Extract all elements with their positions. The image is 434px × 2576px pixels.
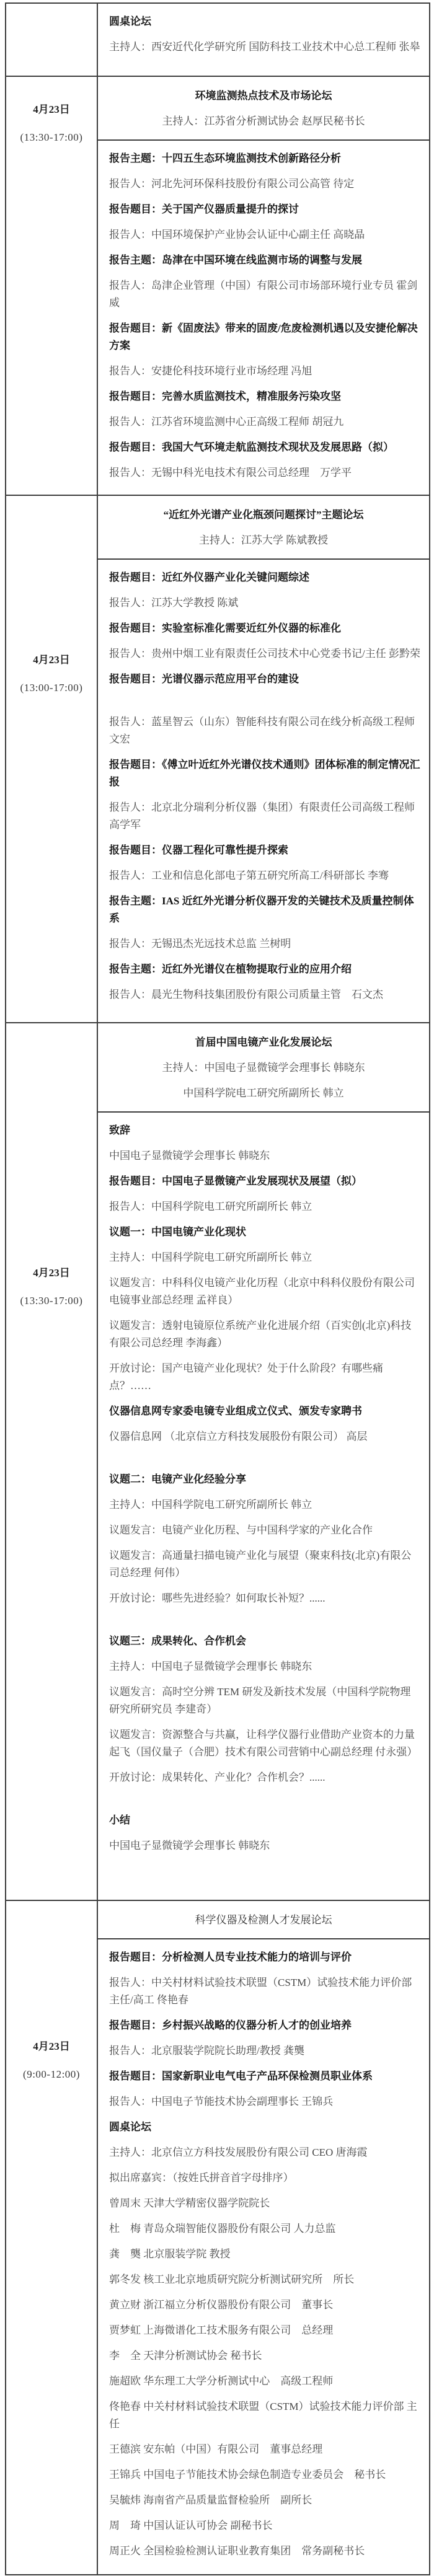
row-body — [98, 4, 429, 69]
text-line: 议题发言：资源整合与共赢，让科学仪器行业借助产业资本的力量起飞（国仪量子（合肥）技术有限公司营销中心副总经理 付永强） — [109, 1729, 418, 1758]
text-line: 议题发言：高时空分辨 TEM 研发及新技术发展（中国科学院物理研究所研究员 李建奇） — [109, 1686, 411, 1715]
topic-line: 议题二：电镜产业化经验分享 — [109, 1473, 246, 1485]
row-body — [98, 141, 429, 495]
text-line: 报告人：中关村材料试验技术联盟（CSTM）试验技术能力评价部主任/高工 佟艳春 — [109, 1977, 412, 2006]
forum-title: 环境监测热点技术及市场论坛 — [195, 90, 332, 102]
text-line: 吴毓炜 海南省产品质量监督检验所 副所长 — [109, 2494, 312, 2506]
text-line: 拟出席嘉宾：（按姓氏拼音首字母排序） — [109, 2172, 294, 2184]
row-body — [98, 1939, 429, 2573]
text-line: 报告人：河北先河环保科技股份有限公司公高管 待定 — [109, 178, 355, 190]
topic-line: 致辞 — [109, 1124, 130, 1136]
date-inner — [6, 2039, 97, 2083]
topic-line: 报告题目：分析检测人员专业技术能力的培训与评价 — [109, 1951, 352, 1963]
text-line: 报告人：北京服装学院院长助理/教授 龚龑 — [109, 2045, 304, 2057]
topic-line: 小结 — [109, 1814, 130, 1826]
forum-title: “近红外光谱产业化瓶颈问题探讨”主题论坛 — [163, 509, 364, 521]
text-line: 报告人：无锡中科光电技术有限公司总经理 万学平 — [109, 467, 352, 479]
session-date: 4月23日 — [33, 1267, 70, 1279]
text-line: 中国电子显微镜学会理事长 韩晓东 — [109, 1150, 270, 1162]
topic-line: 报告主题：近红外光谱仪在植物提取行业的应用介绍 — [109, 963, 352, 975]
session-time: (13:30-17:00) — [20, 1295, 83, 1307]
text-line: 报告人：无锡迅杰光远技术总监 兰树明 — [109, 938, 291, 950]
text-line: 王锦兵 中国电子节能技术协会绿色制造专业委员会 秘书长 — [109, 2469, 386, 2481]
date-cell — [6, 77, 98, 495]
text-line: 报告人：北京北分瑞利分析仪器（集团）有限责任公司高级工程师 高学军 — [109, 801, 415, 831]
topic-line: 报告题目：近红外仪器产业化关键问题综述 — [109, 571, 309, 583]
topic-line: 报告题目：乡村振兴战略的仪器分析人才的创业培养 — [109, 2019, 352, 2031]
topic-line: 圆桌论坛 — [109, 2121, 151, 2133]
session-date: 4月23日 — [33, 654, 70, 666]
text-line: 开放讨论：哪些先进经验？如何取长补短？...... — [109, 1592, 326, 1604]
topic-line: 圆桌论坛 — [109, 15, 151, 27]
text-line: 主持人：北京信立方科技发展股份有限公司 CEO 唐海霞 — [109, 2146, 368, 2158]
topic-line: 报告题目：《傅立叶近红外光谱仪技术通则》团体标准的制定情况汇报 — [109, 759, 420, 788]
text-line: 报告人：江苏省环境监测中心正高级工程师 胡冠九 — [109, 416, 344, 428]
text-line: 报告人：中国环境保护产业协会认证中心副主任 高晓晶 — [109, 229, 365, 240]
text-line: 报告人：蓝星智云（山东）智能科技有限公司在线分析高级工程师 文宏 — [109, 716, 415, 745]
row-body — [98, 1113, 429, 1868]
date-inner — [6, 102, 97, 146]
forum-host-line: 主持人：中国电子显微镜学会理事长 韩晓东 — [162, 1062, 365, 1074]
topic-line: 议题一：中国电镜产业化现状 — [109, 1226, 246, 1238]
forum-host-line: 中国科学院电工研究所副所长 韩立 — [183, 1087, 344, 1099]
table-row — [6, 1900, 429, 2574]
topic-line: 报告题目：中国电子显微镜产业发展现状及展望（拟） — [109, 1175, 362, 1187]
text-line: 周 琦 中国认证认可协会 副秘书长 — [109, 2520, 273, 2531]
table-row — [6, 4, 429, 76]
text-line: 施超欧 华东理工大学分析测试中心 高级工程师 — [109, 2375, 334, 2387]
topic-line: 议题三：成果转化、合作机会 — [109, 1635, 246, 1647]
topic-line: 报告题目：实验室标准化需要近红外仪器的标准化 — [109, 622, 341, 634]
text-line: 议题发言：透射电镜原位系统产业化进展介绍（百实创(北京)科技有限公司总经理 李海鑫） — [109, 1320, 412, 1349]
text-line: 议题发言：电镜产业化历程、与中国科学家的产业化合作 — [109, 1524, 373, 1536]
text-line: 主持人：中国科学院电工研究所副所长 韩立 — [109, 1499, 312, 1511]
text-line: 报告人：中国电子节能技术协会副理事长 王锦兵 — [109, 2096, 334, 2107]
topic-line: 报告题目：关于国产仪器质量提升的探讨 — [109, 203, 299, 215]
topic-line: 报告主题：IAS 近红外光谱分析仪器开发的关键技术及质量控制体系 — [109, 895, 414, 924]
date-cell — [6, 4, 98, 76]
text-line: 周正火 全国检验检测认证职业教育集团 常务副秘书长 — [109, 2545, 365, 2557]
content-cell — [98, 1023, 429, 1900]
text-line: 仪器信息网 （北京信立方科技发展股份有限公司） 高层 — [109, 1431, 368, 1442]
forum-title: 首届中国电镜产业化发展论坛 — [195, 1036, 332, 1048]
topic-line: 报告主题：岛津在中国环境在线监测市场的调整与发展 — [109, 254, 362, 266]
table-row — [6, 495, 429, 1022]
forum-header — [98, 77, 429, 141]
text-line: 李 全 天津分析测试协会 秘书长 — [109, 2350, 262, 2362]
text-line: 杜 梅 青岛众瑞智能仪器股份有限公司 人力总监 — [109, 2223, 336, 2234]
topic-line: 报告主题：十四五生态环境监测技术创新路径分析 — [109, 152, 341, 164]
text-line: 报告人：岛津企业管理（中国）有限公司市场部环境行业专员 霍剑威 — [109, 280, 418, 309]
text-line: 议题发言：高通量扫描电镜产业化与展望（聚束科技(北京)有限公司总经理 何伟） — [109, 1550, 412, 1579]
topic-line: 报告题目：完善水质监测技术，精准服务污染攻坚 — [109, 390, 341, 402]
text-line: 报告人：安捷伦科技环境行业市场经理 冯旭 — [109, 365, 312, 377]
schedule-table — [5, 2, 430, 2575]
text-line: 曾周末 天津大学精密仪器学院院长 — [109, 2197, 270, 2209]
session-date: 4月23日 — [33, 2040, 70, 2052]
forum-header — [98, 1023, 429, 1113]
forum-host-line: 主持人：江苏省分析测试协会 赵厚民秘书长 — [162, 115, 365, 127]
text-line: 主持人：西安近代化学研究所 国防科技工业技术中心总工程师 张皋 — [109, 41, 420, 53]
topic-line: 仪器信息网专家委电镜专业组成立仪式、颁发专家聘书 — [109, 1405, 362, 1417]
text-line: 贾梦虹 上海微谱化工技术服务有限公司 总经理 — [109, 2324, 334, 2336]
date-cell — [6, 496, 98, 1022]
text-line: 龚 龑 北京服装学院 教授 — [109, 2248, 231, 2260]
date-cell — [6, 1901, 98, 2574]
session-date: 4月23日 — [33, 104, 70, 115]
text-line: 报告人：贵州中烟工业有限责任公司技术中心党委书记/主任 彭黔荣 — [109, 648, 420, 659]
text-line: 王德滨 安东帕（中国）有限公司 董事总经理 — [109, 2443, 323, 2455]
topic-line: 报告题目：我国大气环境走航监测技术现状及发展思路（拟） — [109, 441, 394, 453]
text-line: 报告人：工业和信息化部电子第五研究所高工/科研部长 李骞 — [109, 870, 389, 881]
forum-header — [98, 1901, 429, 1939]
topic-line: 报告题目：光谱仪器示范应用平台的建设 — [109, 673, 299, 685]
text-line: 主持人：中国科学院电工研究所副所长 韩立 — [109, 1251, 312, 1263]
table-row — [6, 1022, 429, 1900]
text-line: 中国电子显微镜学会理事长 韩晓东 — [109, 1840, 270, 1851]
text-line: 报告人：晨光生物科技集团股份有限公司质量主管 石文杰 — [109, 989, 383, 1000]
topic-line: 报告题目：仪器工程化可靠性提升探索 — [109, 844, 288, 856]
forum-host-line: 主持人：江苏大学 陈斌教授 — [198, 534, 329, 546]
text-line: 报告人：中国科学院电工研究所副所长 韩立 — [109, 1201, 312, 1212]
table-row — [6, 76, 429, 495]
text-line: 开放讨论：成果转化、产业化？合作机会？...... — [109, 1771, 326, 1783]
date-inner — [6, 1265, 97, 1309]
content-cell — [98, 4, 429, 76]
forum-header — [98, 496, 429, 560]
session-time: (13:30-17:00) — [20, 131, 83, 143]
text-line: 黄立财 浙江福立分析仪器股份有限公司 董事长 — [109, 2299, 334, 2311]
text-line: 开放讨论：国产电镜产业化现状？处于什么阶段？有哪些痛点？…… — [109, 1362, 383, 1392]
text-line: 报告人：江苏大学教授 陈斌 — [109, 597, 239, 609]
session-time: (13:00-17:00) — [20, 682, 83, 694]
content-cell — [98, 1901, 429, 2574]
text-line: 议题发言：中科科仪电镜产业化历程（北京中科科仪股份有限公司电镜事业部总经理 孟祥良） — [109, 1277, 415, 1306]
text-line: 主持人：中国电子显微镜学会理事长 韩晓东 — [109, 1661, 312, 1672]
row-body — [98, 560, 429, 1017]
text-line: 郭冬发 核工业北京地质研究院分析测试研究所 所长 — [109, 2274, 355, 2285]
topic-line: 报告题目：国家新职业电气电子产品环保检测员职业体系 — [109, 2070, 373, 2082]
date-inner — [6, 652, 97, 696]
content-cell — [98, 496, 429, 1022]
forum-title: 科学仪器及检测人才发展论坛 — [195, 1914, 332, 1926]
topic-line: 报告题目：新《固废法》带来的固废/危废检测机遇以及安捷伦解决方案 — [109, 322, 418, 351]
date-cell — [6, 1023, 98, 1900]
session-time: (9:00-12:00) — [23, 2068, 80, 2080]
content-cell — [98, 77, 429, 495]
text-line: 佟艳春 中关村材料试验技术联盟（CSTM）试验技术能力评价部 主任 — [109, 2401, 417, 2430]
